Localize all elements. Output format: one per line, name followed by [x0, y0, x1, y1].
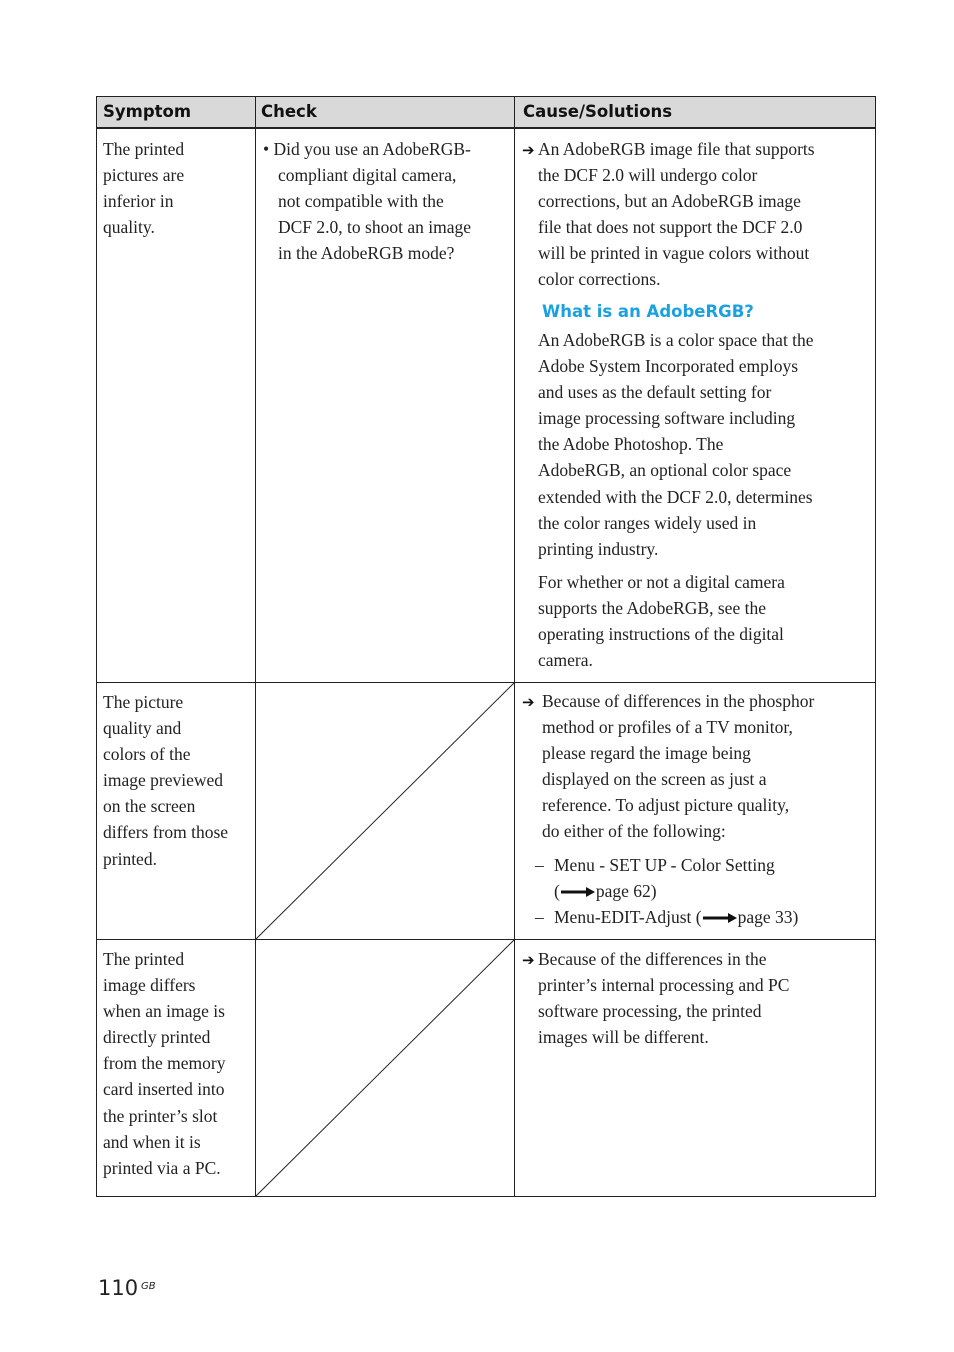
note-line: For whether or not a digital camera	[538, 572, 785, 592]
cause-line: method or profiles of a TV monitor,	[542, 717, 793, 738]
symptom-line: pictures are	[103, 165, 185, 186]
description-line: AdobeRGB, an optional color space	[538, 460, 792, 481]
note-line: supports the AdobeRGB, see the	[538, 598, 766, 619]
cause-line: will be printed in vague colors without	[538, 243, 810, 264]
subheading-adobergb: What is an AdobeRGB?	[542, 302, 754, 321]
symptom-cell-row2	[103, 689, 228, 872]
page-ref-text: page 33)	[737, 907, 799, 927]
header-symptom: Symptom	[103, 102, 192, 121]
cause-line: file that does not support the DCF 2.0	[538, 217, 803, 238]
header-cause-solutions: Cause/Solutions	[523, 102, 673, 121]
symptom-line: printed.	[103, 848, 157, 869]
check-line: DCF 2.0, to shoot an image	[278, 217, 471, 238]
description-line: extended with the DCF 2.0, determines	[538, 486, 813, 507]
table-header-row	[97, 97, 875, 129]
cause-line: do either of the following:	[542, 821, 726, 842]
symptom-line: the printer’s slot	[103, 1105, 218, 1126]
symptom-line: differs from those	[103, 822, 229, 843]
cause-line: the DCF 2.0 will undergo color	[538, 165, 758, 186]
symptom-line: when an image is	[103, 1001, 225, 1022]
empty-cell-diagonal	[256, 683, 514, 939]
cause-line: reference. To adjust picture quality,	[542, 795, 790, 816]
symptom-line: card inserted into	[103, 1079, 225, 1100]
page-reference-arrow-icon	[560, 886, 596, 898]
symptom-line: The printed	[103, 139, 185, 159]
description-line: and uses as the default setting for	[538, 382, 772, 403]
check-line: compliant digital camera,	[278, 165, 457, 186]
arrow-right-icon: ➔	[522, 951, 535, 969]
list-dash: –	[535, 855, 544, 875]
symptom-line: inferior in	[103, 191, 174, 212]
symptom-line: printed via a PC.	[103, 1157, 221, 1178]
paren: (	[554, 881, 560, 902]
menu-path-edit-adjust[interactable]	[554, 904, 798, 930]
cause-line: Because of differences in the phosphor	[542, 691, 815, 711]
check-line: not compatible with the	[278, 191, 444, 212]
symptom-line: quality.	[103, 217, 155, 238]
symptom-cell-row3	[103, 946, 225, 1181]
description-line: the Adobe Photoshop. The	[538, 434, 724, 455]
note-line: operating instructions of the digital	[538, 624, 784, 645]
check-line: in the AdobeRGB mode?	[278, 243, 455, 264]
page-number: 110	[98, 1276, 139, 1300]
cause-line: An AdobeRGB image file that supports	[538, 139, 815, 159]
cause-line: please regard the image being	[542, 743, 751, 764]
cause-line: displayed on the screen as just a	[542, 769, 767, 790]
header-check: Check	[261, 102, 317, 121]
symptom-line: and when it is	[103, 1131, 201, 1152]
symptom-line: quality and	[103, 718, 182, 739]
symptom-line: The printed	[103, 949, 185, 969]
cause-line: Because of the differences in the	[538, 949, 767, 969]
cause-cell-row3	[538, 946, 789, 1050]
arrow-right-icon: ➔	[522, 141, 535, 159]
description-line: the color ranges widely used in	[538, 512, 757, 533]
troubleshooting-table	[96, 96, 876, 1197]
page-reference-arrow-icon	[702, 912, 738, 924]
description-line: An AdobeRGB is a color space that the	[538, 330, 814, 350]
symptom-line: image previewed	[103, 770, 224, 791]
menu-path-color-setting	[554, 852, 775, 904]
menu-path-line: Menu - SET UP - Color Setting	[554, 855, 775, 875]
description-line: image processing software including	[538, 408, 796, 429]
menu-path-line: Menu-EDIT-Adjust (	[554, 907, 702, 927]
check-cell-row1	[263, 136, 471, 266]
arrow-right-icon: ➔	[522, 693, 535, 711]
symptom-line: colors of the	[103, 744, 191, 765]
symptom-line: The picture	[103, 692, 184, 712]
cause-line: images will be different.	[538, 1027, 709, 1048]
adobergb-description	[538, 327, 814, 562]
adobergb-note	[538, 569, 785, 673]
check-line: • Did you use an AdobeRGB-	[263, 139, 471, 159]
cause-cell-row1	[538, 136, 815, 293]
cause-cell-row2	[542, 688, 814, 845]
symptom-line: from the memory	[103, 1053, 226, 1074]
note-line: camera.	[538, 650, 593, 671]
cause-line: corrections, but an AdobeRGB image	[538, 191, 801, 212]
column-divider	[514, 97, 515, 1196]
cause-line: color corrections.	[538, 269, 661, 290]
page-ref-text: page 62)	[595, 881, 657, 902]
page-reference[interactable]	[554, 878, 775, 904]
page-region-code: GB	[141, 1281, 156, 1292]
cause-line: software processing, the printed	[538, 1001, 762, 1022]
symptom-line: image differs	[103, 975, 196, 996]
cause-line: printer’s internal processing and PC	[538, 975, 790, 996]
description-line: printing industry.	[538, 538, 659, 559]
description-line: Adobe System Incorporated employs	[538, 356, 799, 377]
symptom-cell-row1	[103, 136, 184, 240]
empty-cell-diagonal	[256, 940, 514, 1196]
list-dash: –	[535, 907, 544, 927]
symptom-line: directly printed	[103, 1027, 211, 1048]
symptom-line: on the screen	[103, 796, 196, 817]
